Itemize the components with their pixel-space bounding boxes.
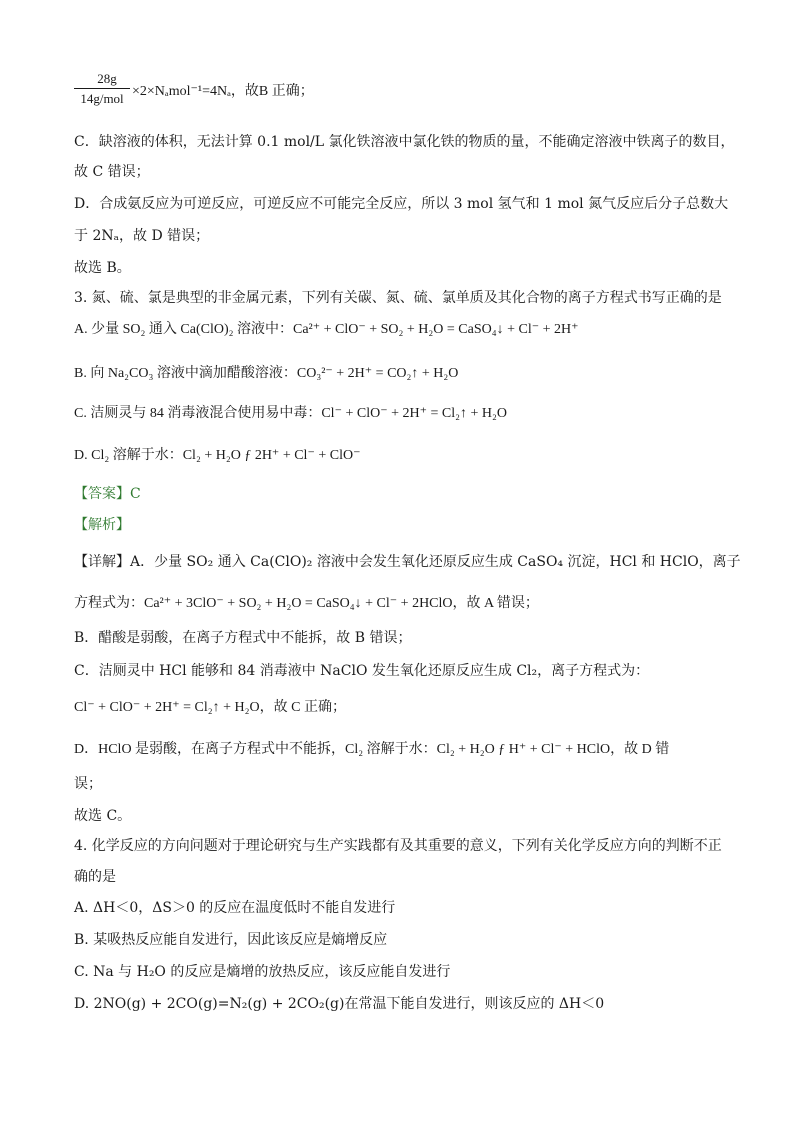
explanation-line-6: D．HClO 是弱酸，在离子方程式中不能拆，Cl₂ 溶解于水：Cl₂ + H₂O ƒ H⁺ + Cl⁻ + HClO，故 D 错 (74, 742, 670, 757)
question-3-stem: 3. 氮、硫、氯是典型的非金属元素，下列有关碳、氮、硫、氯单质及其化合物的离子方程式书写正确的是 (74, 290, 722, 306)
explanation-line-7: 误； (74, 776, 102, 792)
explanation-line-4: C．洁厕灵中 HCl 能够和 84 消毒液中 NaClO 发生氧化还原反应生成 Cl₂，离子方程式为： (74, 663, 650, 679)
answer-label: 【答案】C (74, 486, 141, 502)
fraction (74, 70, 130, 107)
option-c-line-2: 故 C 错误； (74, 164, 150, 180)
explanation-line-3: B．醋酸是弱酸，在离子方程式中不能拆，故 B 错误； (74, 630, 412, 646)
question-3-option-b: B. 向 Na₂CO₃ 溶液中滴加醋酸溶液：CO₃²⁻ + 2H⁺ = CO₂↑ + H₂O (74, 366, 459, 381)
question-3-option-a: A. 少量 SO₂ 通入 Ca(ClO)₂ 溶液中：Ca²⁺ + ClO⁻ + SO₂ + H₂O = CaSO₄↓ + Cl⁻ + 2H⁺ (74, 322, 579, 337)
question-3-option-d: D. Cl₂ 溶解于水：Cl₂ + H₂O ƒ 2H⁺ + Cl⁻ + ClO⁻ (74, 448, 361, 463)
question-4-option-a: A. ΔH＜0，ΔS＞0 的反应在温度低时不能自发进行 (74, 900, 396, 916)
question-4-option-d: D. 2NO(g) + 2CO(g)=N₂(g) + 2CO₂(g)在常温下能自发进行，则该反应的 ΔH＜0 (74, 996, 605, 1012)
explanation-line-2: 方程式为：Ca²⁺ + 3ClO⁻ + SO₂ + H₂O = CaSO₄↓ + Cl⁻ + 2HClO，故 A 错误； (74, 596, 539, 611)
fraction-denominator: 14g/mol (80, 91, 124, 106)
question-4-option-c: C. Na 与 H₂O 的反应是熵增的放热反应，该反应能自发进行 (74, 964, 451, 980)
question-4-option-b: B. 某吸热反应能自发进行，因此该反应是熵增反应 (74, 932, 388, 948)
option-c-line-1: C．缺溶液的体积，无法计算 0.1 mol/L 氯化铁溶液中氯化铁的物质的量，不能确定溶液中铁离子的数目， (74, 134, 735, 150)
answer-q3: 故选 C。 (74, 808, 132, 824)
analysis-label: 【解析】 (74, 517, 130, 533)
answer-q2: 故选 B。 (74, 260, 131, 276)
explanation-line-1: 【详解】A．少量 SO₂ 通入 Ca(ClO)₂ 溶液中会发生氧化还原反应生成 CaSO₄ 沉淀，HCl 和 HClO，离子 (74, 554, 741, 570)
option-d-line-2: 于 2Nₐ，故 D 错误； (74, 228, 210, 244)
question-4-stem-line-1: 4. 化学反应的方向问题对于理论研究与生产实践都有及其重要的意义，下列有关化学反应方向的判断不正 (74, 838, 722, 854)
fraction-numerator: 28g (97, 71, 117, 86)
question-3-option-c: C. 洁厕灵与 84 消毒液混合使用易中毒：Cl⁻ + ClO⁻ + 2H⁺ = Cl₂↑ + H₂O (74, 406, 507, 421)
fraction-tail-text: ×2×Nₐmol⁻¹=4Nₐ，故B 正确； (132, 84, 314, 99)
explanation-line-5: Cl⁻ + ClO⁻ + 2H⁺ = Cl₂↑ + H₂O，故 C 正确； (74, 700, 346, 715)
question-4-stem-line-2: 确的是 (74, 869, 116, 885)
fraction-bar (74, 88, 130, 89)
option-d-line-1: D．合成氨反应为可逆反应，可逆反应不可能完全反应，所以 3 mol 氢气和 1 mol 氮气反应后分子总数大 (74, 196, 729, 212)
